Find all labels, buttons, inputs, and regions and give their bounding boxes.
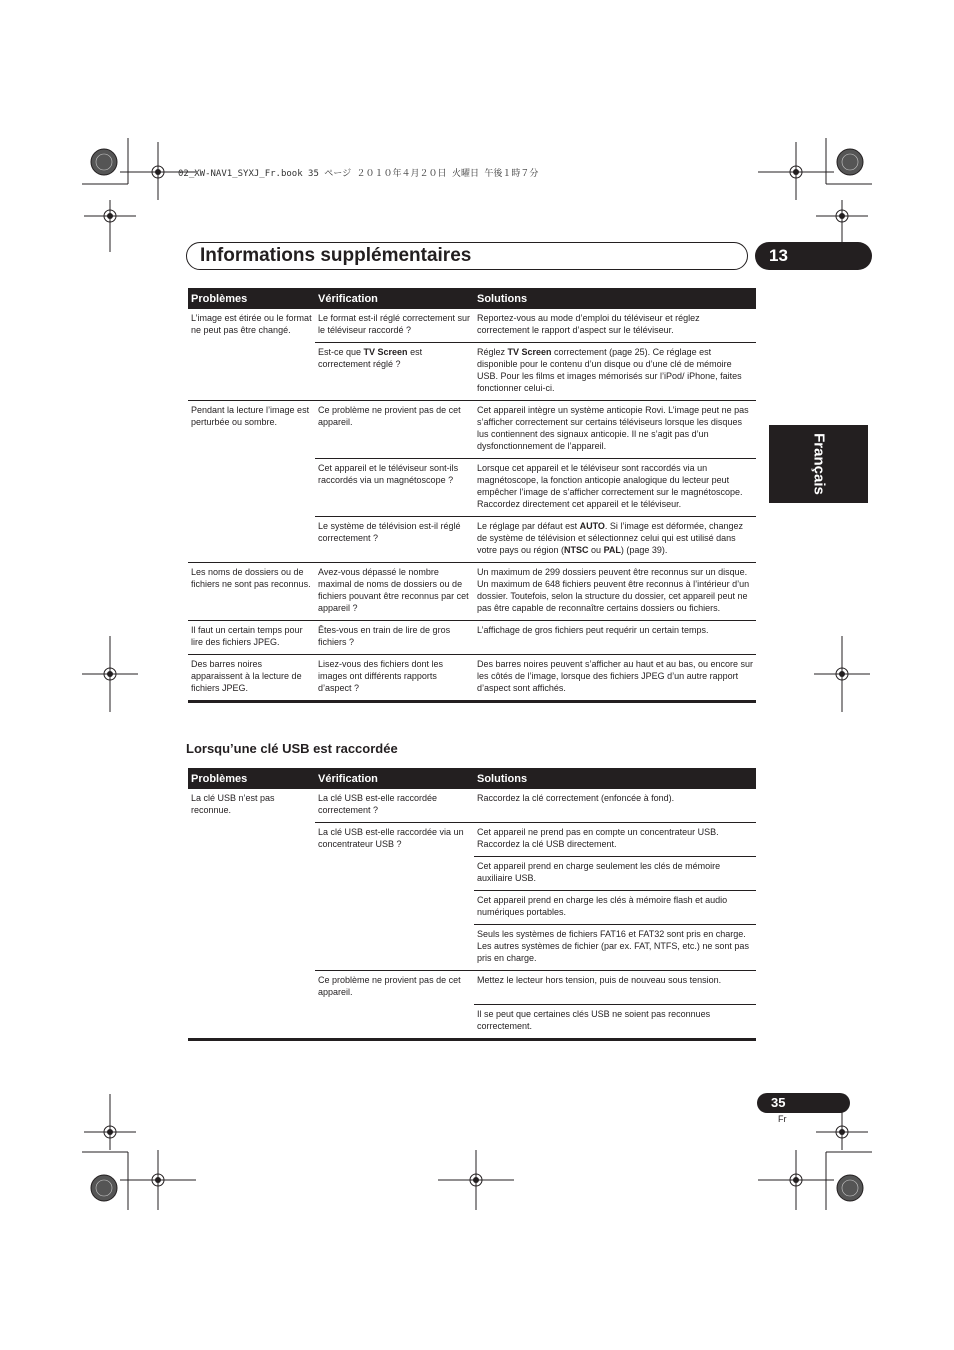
table-row [188, 309, 756, 343]
table-row [188, 925, 756, 971]
solution-cell: Un maximum de 299 dossiers peuvent être reconnus sur un disque. Un maximum de 648 fichiers peuvent être reconnus à l’intérieur d’un dossier. Toutefois, selon la structure du dossier, cet appareil peut ne pas être capable de reconnaître certains dossiers ou fichiers. [474, 563, 756, 621]
check-cell: Le système de télévision est-il réglé correctement ? [315, 517, 474, 563]
check-cell [315, 857, 474, 891]
problem-cell [188, 857, 315, 891]
troubleshooting-table-usb [188, 768, 756, 1038]
col-header-problems: Problèmes [188, 288, 315, 309]
col-header-solutions: Solutions [474, 288, 756, 309]
solution-cell: Reportez-vous au mode d’emploi du téléviseur et réglez correctement le rapport d’aspect sur le téléviseur. [477, 313, 700, 335]
solution-cell: Cet appareil prend en charge les clés à mémoire flash et audio numériques portables. [474, 891, 756, 925]
page-number: 35 [757, 1093, 850, 1113]
check-cell: Le format est-il réglé correctement sur le téléviseur raccordé ? [318, 313, 471, 335]
check-cell [315, 925, 474, 971]
table-row [188, 655, 756, 701]
usb-section-heading: Lorsqu’une clé USB est raccordée [186, 741, 398, 756]
check-cell: Est-ce que TV Screen est correctement réglé ? [315, 343, 474, 401]
problem-cell: Il faut un certain temps pour lire des fichiers JPEG. [188, 621, 315, 655]
table-row [188, 517, 756, 563]
problem-cell [188, 971, 315, 1005]
problem-cell [188, 823, 315, 857]
table-row [188, 823, 756, 857]
problem-cell: Pendant la lecture l’image est perturbée ou sombre. [188, 401, 315, 459]
check-cell: Cet appareil et le téléviseur sont-ils raccordés via un magnétoscope ? [315, 459, 474, 517]
solution-cell: Des barres noires peuvent s’afficher au haut et au bas, ou encore sur les côtés de l’image, lorsque des fichiers JPEG d’un autre rapport d’aspect sont affichés. [474, 655, 756, 701]
solution-cell: Il se peut que certaines clés USB ne soient pas reconnues correctement. [474, 1004, 756, 1038]
solution-cell: L’affichage de gros fichiers peut requérir un certain temps. [474, 621, 756, 655]
problem-cell: La clé USB n’est pas reconnue. [191, 793, 275, 815]
file-header: 02_XW-NAV1_SYXJ_Fr.book 35 ページ ２０１０年４月２０日 火曜日 午後１時７分 [178, 169, 539, 179]
table-row [188, 891, 756, 925]
problem-cell [188, 459, 315, 517]
check-cell: Êtes-vous en train de lire de gros fichiers ? [315, 621, 474, 655]
chapter-number: 13 [755, 242, 872, 270]
problem-cell [188, 1004, 315, 1038]
solution-cell: Cet appareil intègre un système anticopie Rovi. L’image peut ne pas s’afficher correctement sur certains téléviseurs lorsque les disques lus contiennent des signaux anticopie. Il ne s’agit pas d’un dysfonctionnement de l’appareil. [474, 401, 756, 459]
page-language: Fr [778, 1114, 787, 1124]
solution-cell: Seuls les systèmes de fichiers FAT16 et FAT32 sont pris en charge. Les autres systèmes de fichier (par ex. FAT, NTFS, etc.) ne sont pas pris en charge. [474, 925, 756, 971]
col-header-check: Vérification [315, 288, 474, 309]
table-end-rule [188, 1038, 756, 1041]
check-cell: Lisez-vous des fichiers dont les images ont différents rapports d’aspect ? [315, 655, 474, 701]
solution-cell: Cet appareil prend en charge seulement les clés de mémoire auxiliaire USB. [474, 857, 756, 891]
col-header-solutions: Solutions [474, 768, 756, 789]
solution-cell: Cet appareil ne prend pas en compte un concentrateur USB. Raccordez la clé USB directement. [474, 823, 756, 857]
check-cell: La clé USB est-elle raccordée correctement ? [318, 793, 438, 815]
problem-cell [188, 343, 315, 401]
check-cell: Avez-vous dépassé le nombre maximal de noms de dossiers ou de fichiers pouvant être reconnus par cet appareil ? [315, 563, 474, 621]
troubleshooting-table-display [188, 288, 756, 700]
col-header-check: Vérification [315, 768, 474, 789]
table-end-rule [188, 700, 756, 703]
table-row [188, 621, 756, 655]
language-tab-label: Français [810, 433, 827, 495]
table-row [188, 343, 756, 401]
check-cell: Ce problème ne provient pas de cet appareil. [315, 971, 474, 1005]
check-cell [315, 1004, 474, 1038]
language-tab [769, 425, 868, 503]
table-row [188, 459, 756, 517]
solution-cell: Réglez TV Screen correctement (page 25). Ce réglage est disponible pour le contenu d’un disque ou d’une clé de mémoire USB. Pour les films et images mémorisés sur l’iPod/ iPhone, faites fonctionner celui-ci. [474, 343, 756, 401]
table-row [188, 789, 756, 823]
check-cell: Ce problème ne provient pas de cet appareil. [315, 401, 474, 459]
table-row [188, 401, 756, 459]
problem-cell: Des barres noires apparaissent à la lecture de fichiers JPEG. [188, 655, 315, 701]
problem-cell: L’image est étirée ou le format ne peut pas être changé. [191, 313, 312, 335]
table-row [188, 563, 756, 621]
solution-cell: Le réglage par défaut est AUTO. Si l’image est déformée, changez de système de télévision et sélectionnez celui qui est utilisé dans votre pays ou région (NTSC ou PAL) (page 39). [474, 517, 756, 563]
col-header-problems: Problèmes [188, 768, 315, 789]
solution-cell: Raccordez la clé correctement (enfoncée à fond). [477, 793, 675, 803]
table-row [188, 857, 756, 891]
solution-cell: Lorsque cet appareil et le téléviseur sont raccordés via un magnétoscope, la fonction anticopie analogique du lecteur peut empêcher l’image de s’afficher correctement sur le magnétoscope. Raccordez directement cet appareil et le téléviseur. [474, 459, 756, 517]
problem-cell [188, 517, 315, 563]
check-cell [315, 891, 474, 925]
section-title: Informations supplémentaires [200, 245, 472, 266]
table-row [188, 1004, 756, 1038]
solution-cell: Mettez le lecteur hors tension, puis de nouveau sous tension. [474, 971, 756, 1005]
table-row [188, 971, 756, 1005]
problem-cell [188, 925, 315, 971]
check-cell: La clé USB est-elle raccordée via un concentrateur USB ? [315, 823, 474, 857]
problem-cell [188, 891, 315, 925]
problem-cell: Les noms de dossiers ou de fichiers ne sont pas reconnus. [188, 563, 315, 621]
